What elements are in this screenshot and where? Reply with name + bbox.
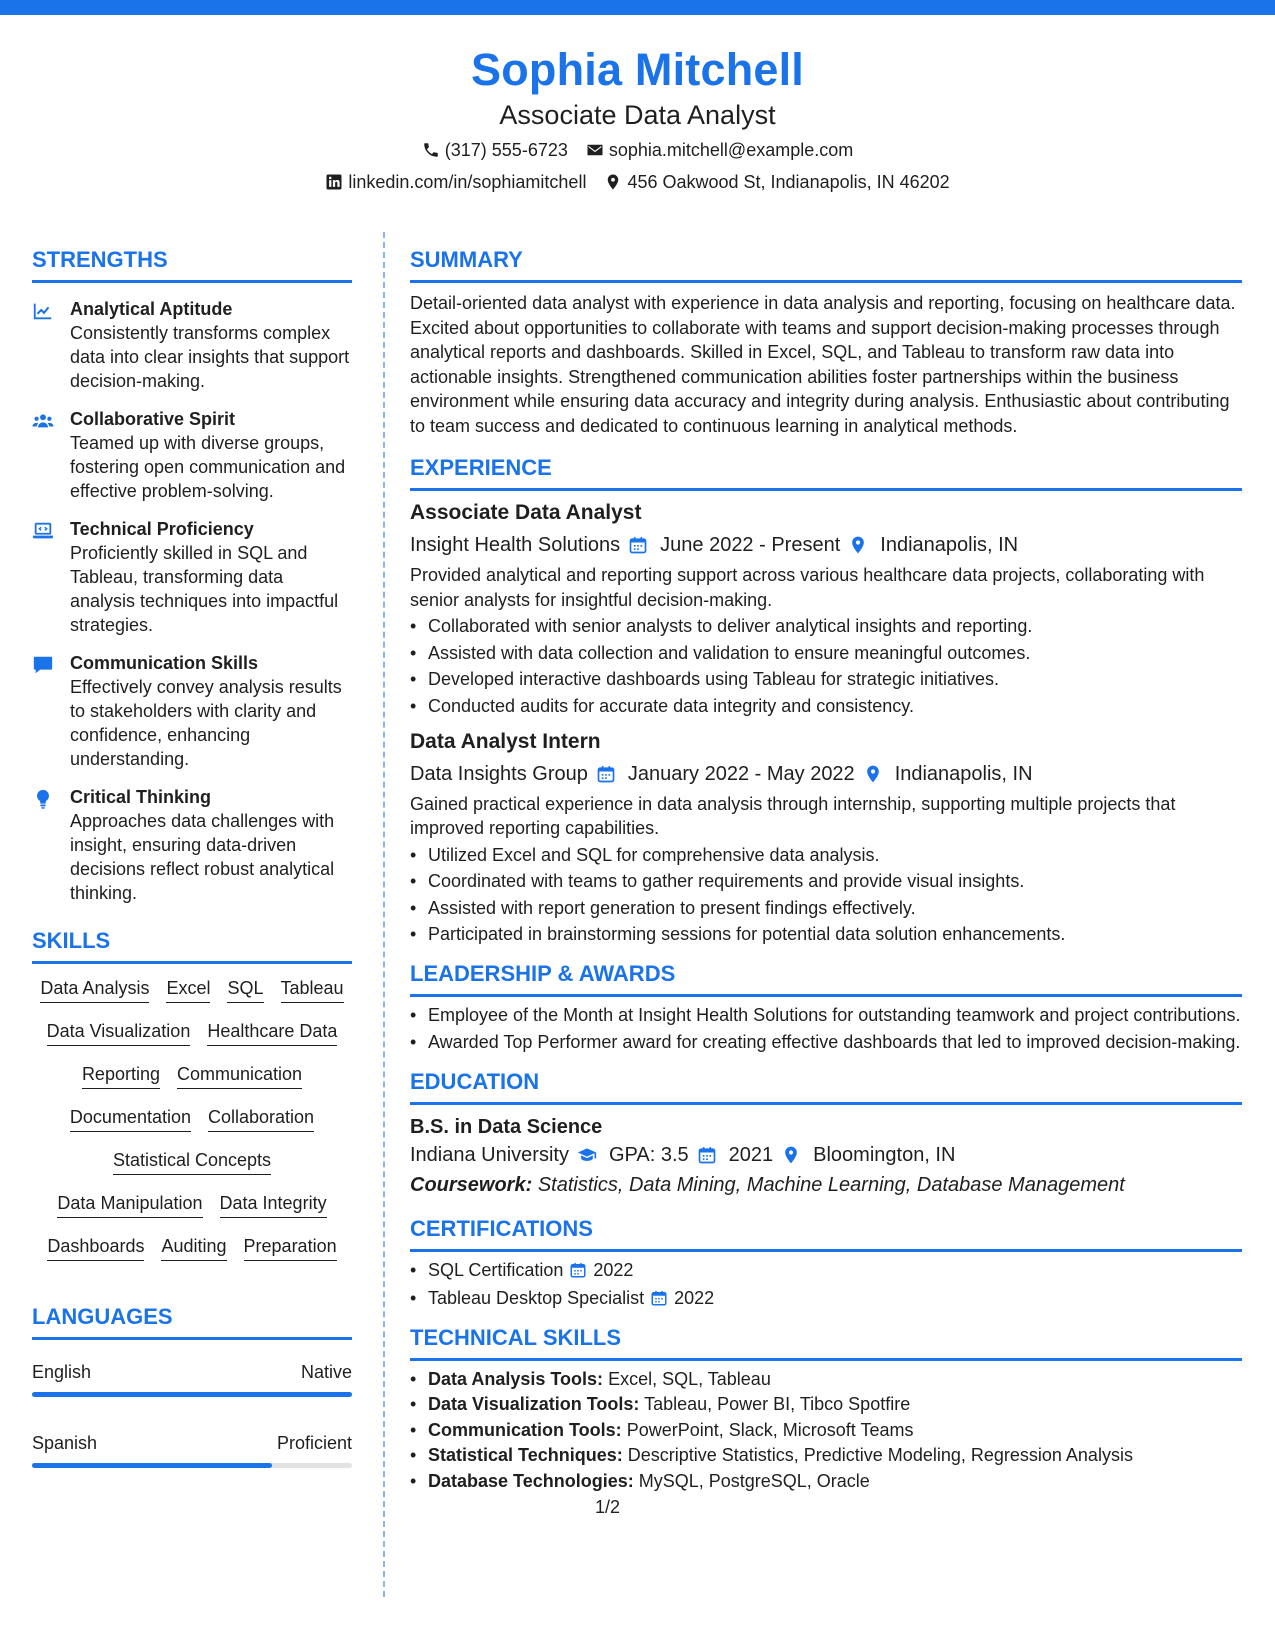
certification-name: • SQL Certification [428,1259,564,1280]
award-item: • Awarded Top Performer award for creating effective dashboards that led to improved decision-making. [410,1030,1242,1054]
technical-skill-value: Descriptive Statistics, Predictive Modeling, Regression Analysis [627,1445,1133,1466]
address-item [604,166,949,198]
linkedin-icon [325,173,343,191]
calendar-icon [697,1145,717,1165]
job-bullets [410,843,1242,946]
technical-skill-label: Communication Tools: [428,1419,622,1440]
languages-heading: LANGUAGES [32,1303,352,1340]
phone-item[interactable] [422,134,568,166]
experience-heading: EXPERIENCE [410,454,1242,491]
gpa: GPA: 3.5 [609,1141,717,1169]
strength-title: Critical Thinking [70,787,212,807]
language-name: English [32,1362,92,1382]
strength-desc: Effectively convey analysis results to stakeholders with clarity and confidence, enhancing understanding. [70,677,342,769]
school-name: Indiana University [410,1141,597,1169]
technical-skill-label: Data Visualization Tools: [428,1394,640,1415]
job-meta [410,531,1242,559]
skills-row [32,1105,352,1132]
education-meta [410,1141,1242,1169]
resume-header [0,42,1275,198]
award-item: • Employee of the Month at Insight Health Solutions for outstanding teamwork and project contributions. [410,1003,1242,1027]
strength-desc: Approaches data challenges with insight, ensuring data-driven decisions reflect robust analytical thinking. [70,811,335,903]
job-entry [410,499,1242,718]
phone-text: (317) 555-6723 [444,140,568,160]
certification-item [410,1286,1242,1310]
language-level-fill [32,1392,352,1397]
experience-list [410,499,1242,946]
linkedin-text: linkedin.com/in/sophiamitchell [348,172,587,192]
coursework: Coursework: Statistics, Data Mining, Machine Learning, Database Management [410,1173,1125,1196]
email-item[interactable] [586,134,853,166]
candidate-title: Associate Data Analyst [499,100,776,130]
job-description: Provided analytical and reporting support across various healthcare data projects, collaborating with senior analysts for insightful decision-making. [410,565,1205,610]
school-location: Bloomington, IN [813,1143,956,1166]
skills-row [32,1148,352,1175]
summary-text: Detail-oriented data analyst with experience in data analysis and reporting, focusing on healthcare data. Excited about opportunities to collaborate with teams and support decision-making processes through analytical reports and dashboards. Skilled in Excel, SQL, and Tableau to transform raw data into actionable insights. Strengthened communication abilities foster partnerships within the business environment while ensuring data accuracy and integrity during analysis. Enthusiastic about contributing to team success and dedicated to continuous learning in analytical methods. [410,293,1236,436]
graduation-cap-icon [577,1145,597,1165]
strength-title: Technical Proficiency [70,519,254,539]
job-bullet: • Coordinated with teams to gather requirements and provide visual insights. [410,869,1242,893]
job-location: Indianapolis, IN [894,762,1033,785]
graduation-year: 2021 [729,1141,802,1169]
strength-title: Collaborative Spirit [70,409,236,429]
candidate-name: Sophia Mitchell [470,44,805,95]
skill-tag: Dashboards [47,1234,144,1261]
calendar-icon [596,764,616,784]
right-column [410,246,1242,1493]
skill-tag: Excel [166,976,210,1003]
comment-icon [32,654,54,676]
company-name: Data Insights Group [410,760,616,788]
strength-desc: Proficiently skilled in SQL and Tableau, transforming data analysis techniques into impactful strategies. [70,543,339,635]
left-column [32,246,352,1468]
summary-heading: SUMMARY [410,246,1242,283]
skill-tag: Collaboration [208,1105,314,1132]
page-number: 1/2 [595,1497,621,1517]
skill-tag: Data Manipulation [57,1191,202,1218]
job-meta [410,760,1242,788]
job-bullets [410,614,1242,717]
skill-tag: SQL [227,976,263,1003]
job-location: Indianapolis, IN [880,534,1019,556]
top-accent-bar [0,0,1275,15]
skills-row [32,1062,352,1089]
skills-row [32,976,352,1003]
skills-row [32,1191,352,1218]
job-bullet: • Assisted with data collection and validation to ensure meaningful outcomes. [410,641,1242,665]
strength-item [32,297,352,393]
certification-year: 2022 [674,1287,715,1308]
education-heading: EDUCATION [410,1068,1242,1105]
skill-tag: Tableau [281,976,344,1003]
skill-tag: Documentation [70,1105,191,1132]
language-level-bar [32,1392,352,1397]
skills-heading: SKILLS [32,927,352,964]
degree-title: B.S. in Data Science [410,1115,603,1138]
skill-tag: Preparation [244,1234,337,1261]
strengths-heading: STRENGTHS [32,246,352,283]
users-icon [32,410,54,432]
laptop-code-icon [32,520,54,542]
job-entry [410,728,1242,947]
skills-row [32,1019,352,1046]
skills-list [32,976,352,1261]
job-title: Data Analyst Intern [410,729,601,753]
job-bullet: • Developed interactive dashboards using Tableau for strategic initiatives. [410,667,1242,691]
job-description: Gained practical experience in data analysis through internship, supporting multiple projects that improved reporting capabilities. [410,793,1176,839]
skill-tag: Statistical Concepts [113,1148,271,1175]
contact-line-2 [0,166,1275,198]
technical-skill-item [410,1443,1242,1467]
column-divider [383,232,385,1597]
languages-list [32,1360,352,1468]
job-dates: June 2022 - Present [660,531,868,559]
job-title: Associate Data Analyst [410,501,642,524]
technical-skill-label: Statistical Techniques: [428,1445,623,1466]
language-item [32,1431,352,1468]
phone-icon [422,141,440,159]
map-marker-icon [781,1145,801,1165]
technical-skill-item [410,1367,1242,1391]
technical-skill-label: Database Technologies: [428,1470,634,1491]
calendar-icon [569,1261,587,1279]
language-level: Native [300,1362,352,1382]
certifications-list [410,1258,1242,1310]
skill-tag: Communication [177,1062,302,1089]
job-bullet: • Assisted with report generation to present findings effectively. [410,896,1242,920]
job-dates: January 2022 - May 2022 [628,760,883,788]
company-name: Insight Health Solutions [410,531,648,559]
technical-skill-value: MySQL, PostgreSQL, Oracle [638,1470,870,1491]
email-text: sophia.mitchell@example.com [608,140,854,160]
strength-item [32,651,352,771]
envelope-icon [586,141,604,159]
technical-skill-label: Data Analysis Tools: [428,1368,604,1389]
skill-tag: Reporting [82,1062,160,1089]
language-level: Proficient [276,1433,352,1453]
technical-skill-value: PowerPoint, Slack, Microsoft Teams [626,1419,914,1440]
technical-skill-value: Excel, SQL, Tableau [608,1368,771,1389]
skill-tag: Data Integrity [220,1191,327,1218]
job-bullet: • Utilized Excel and SQL for comprehensive data analysis. [410,843,1242,867]
strength-desc: Teamed up with diverse groups, fostering open communication and effective problem-solving. [70,433,346,501]
job-bullet: • Participated in brainstorming sessions for potential data solution enhancements. [410,922,1242,946]
strength-title: Communication Skills [70,653,259,673]
linkedin-item[interactable] [325,166,586,198]
technical-skills-list [410,1367,1242,1493]
contact-line-1 [0,134,1275,166]
skill-tag: Auditing [161,1234,226,1261]
map-marker-icon [863,764,883,784]
chart-line-icon [32,300,54,322]
language-level-bar [32,1463,352,1468]
address-text: 456 Oakwood St, Indianapolis, IN 46202 [627,172,950,192]
strength-item [32,785,352,905]
strength-item [32,407,352,503]
strength-item [32,517,352,637]
certification-name: • Tableau Desktop Specialist [428,1287,645,1308]
language-level-fill [32,1463,272,1468]
awards-heading: LEADERSHIP & AWARDS [410,960,1242,997]
calendar-icon [650,1289,668,1307]
technical-skill-value: Tableau, Power BI, Tibco Spotfire [644,1394,911,1415]
skill-tag: Data Analysis [40,976,149,1003]
certifications-heading: CERTIFICATIONS [410,1215,1242,1252]
strength-title: Analytical Aptitude [70,299,233,319]
map-marker-icon [848,535,868,555]
language-name: Spanish [32,1433,98,1453]
job-bullet: • Collaborated with senior analysts to deliver analytical insights and reporting. [410,614,1242,638]
strength-desc: Consistently transforms complex data into clear insights that support decision-making. [70,323,350,391]
technical-skill-item [410,1418,1242,1442]
skill-tag: Data Visualization [47,1019,191,1046]
technical-skill-item [410,1469,1242,1493]
technical-skills-heading: TECHNICAL SKILLS [410,1324,1242,1361]
skill-tag: Healthcare Data [207,1019,337,1046]
map-marker-icon [604,173,622,191]
lightbulb-icon [32,788,54,810]
calendar-icon [628,535,648,555]
job-bullet: • Conducted audits for accurate data integrity and consistency. [410,694,1242,718]
certification-item [410,1258,1242,1282]
awards-list [410,1003,1242,1053]
skills-row [32,1234,352,1261]
language-item [32,1360,352,1397]
technical-skill-item [410,1392,1242,1416]
certification-year: 2022 [593,1259,634,1280]
